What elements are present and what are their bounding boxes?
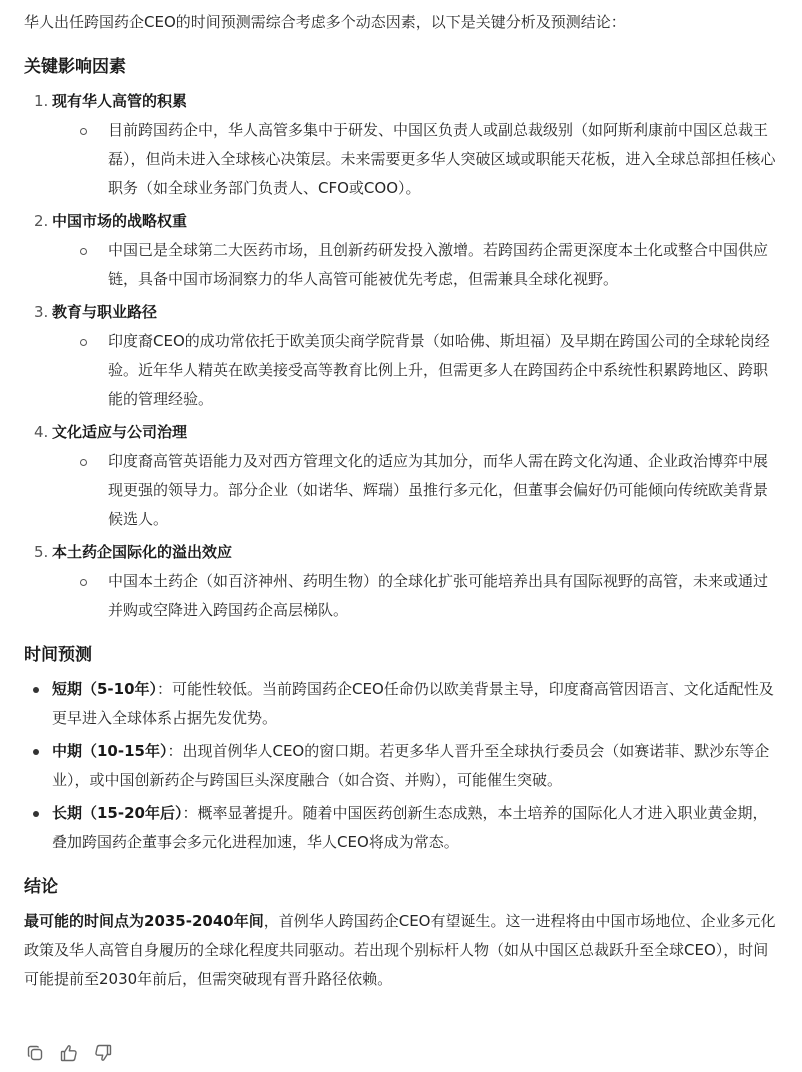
forecast-heading: 时间预测	[24, 645, 92, 665]
factor-title: 现有华人高管的积累	[52, 92, 188, 110]
factor-item	[24, 207, 778, 294]
forecast-item	[52, 737, 778, 795]
forecast-text: ：可能性较低。当前跨国药企CEO任命仍以欧美背景主导，印度裔高管因语言、文化适配性及更早进入全球体系占据先发优势。	[52, 680, 774, 727]
circle-bullet-icon	[80, 459, 87, 466]
message-actions	[24, 1042, 114, 1064]
conclusion-heading: 结论	[24, 877, 58, 897]
factor-detail: 中国本土药企（如百济神州、药明生物）的全球化扩张可能培养出具有国际视野的高管，未来或通过并购或空降进入跨国药企高层梯队。	[80, 567, 778, 625]
copy-icon	[25, 1043, 45, 1063]
forecast-item	[52, 675, 778, 733]
dislike-button[interactable]	[92, 1042, 114, 1064]
circle-bullet-icon	[80, 579, 87, 586]
bullet-dot-icon	[33, 749, 39, 755]
factors-list	[24, 87, 778, 625]
forecast-label: 短期（5-10年）	[52, 680, 158, 698]
factors-heading: 关键影响因素	[24, 57, 126, 77]
circle-bullet-icon	[80, 339, 87, 346]
factor-detail: 印度裔CEO的成功常依托于欧美顶尖商学院背景（如哈佛、斯坦福）及早期在跨国公司的全球轮岗经验。近年华人精英在欧美接受高等教育比例上升，但需更多人在跨国药企中系统性积累跨地区、跨职能的管理经验。	[80, 327, 778, 414]
factor-detail: 中国已是全球第二大医药市场，且创新药研发投入激增。若跨国药企需更深度本土化或整合中国供应链，具备中国市场洞察力的华人高管可能被优先考虑，但需兼具全球化视野。	[80, 236, 778, 294]
factor-title: 中国市场的战略权重	[52, 212, 188, 230]
forecast-label: 长期（15-20年后）	[52, 804, 183, 822]
factor-item	[24, 538, 778, 625]
factor-number: 1.	[34, 92, 49, 110]
factor-number: 2.	[34, 212, 49, 230]
factor-number: 5.	[34, 543, 49, 561]
circle-bullet-icon	[80, 128, 87, 135]
factor-number: 4.	[34, 423, 49, 441]
factor-title: 本土药企国际化的溢出效应	[52, 543, 233, 561]
factor-number: 3.	[34, 303, 49, 321]
factor-detail: 印度裔高管英语能力及对西方管理文化的适应为其加分，而华人需在跨文化沟通、企业政治博弈中展现更强的领导力。部分企业（如诺华、辉瑞）虽推行多元化，但董事会偏好仍可能倾向传统欧美背景候选人。	[80, 447, 778, 534]
forecast-list	[24, 675, 778, 857]
circle-bullet-icon	[80, 248, 87, 255]
copy-button[interactable]	[24, 1042, 46, 1064]
intro-paragraph: 华人出任跨国药企CEO的时间预测需综合考虑多个动态因素，以下是关键分析及预测结论：	[24, 13, 626, 31]
factor-item	[24, 298, 778, 414]
factor-item	[24, 418, 778, 534]
conclusion-paragraph	[24, 907, 778, 994]
forecast-text: ：概率显著提升。随着中国医药创新生态成熟，本土培养的国际化人才进入职业黄金期，叠加跨国药企董事会多元化进程加速，华人CEO将成为常态。	[52, 804, 768, 851]
forecast-label: 中期（10-15年）	[52, 742, 168, 760]
factor-detail: 目前跨国药企中，华人高管多集中于研发、中国区负责人或副总裁级别（如阿斯利康前中国区总裁王磊），但尚未进入全球核心决策层。未来需要更多华人突破区域或职能天花板，进入全球总部担任核心职务（如全球业务部门负责人、CFO或COO）。	[80, 116, 778, 203]
factor-title: 文化适应与公司治理	[52, 423, 188, 441]
forecast-item	[52, 799, 778, 857]
factor-title: 教育与职业路径	[52, 303, 158, 321]
thumbs-up-icon	[59, 1043, 79, 1063]
factor-item	[24, 87, 778, 203]
conclusion-text: ，首例华人跨国药企CEO有望诞生。这一进程将由中国市场地位、企业多元化政策及华人高管自身履历的全球化程度共同驱动。若出现个别标杆人物（如从中国区总裁跃升至全球CEO），时间可能提前至2030年前后，但需突破现有晋升路径依赖。	[24, 912, 776, 988]
forecast-text: ：出现首例华人CEO的窗口期。若更多华人晋升至全球执行委员会（如赛诺菲、默沙东等企业），或中国创新药企与跨国巨头深度融合（如合资、并购），可能催生突破。	[52, 742, 770, 789]
conclusion-lead: 最可能的时间点为2035-2040年间	[24, 912, 264, 930]
bullet-dot-icon	[33, 687, 39, 693]
thumbs-down-icon	[93, 1043, 113, 1063]
bullet-dot-icon	[33, 811, 39, 817]
like-button[interactable]	[58, 1042, 80, 1064]
